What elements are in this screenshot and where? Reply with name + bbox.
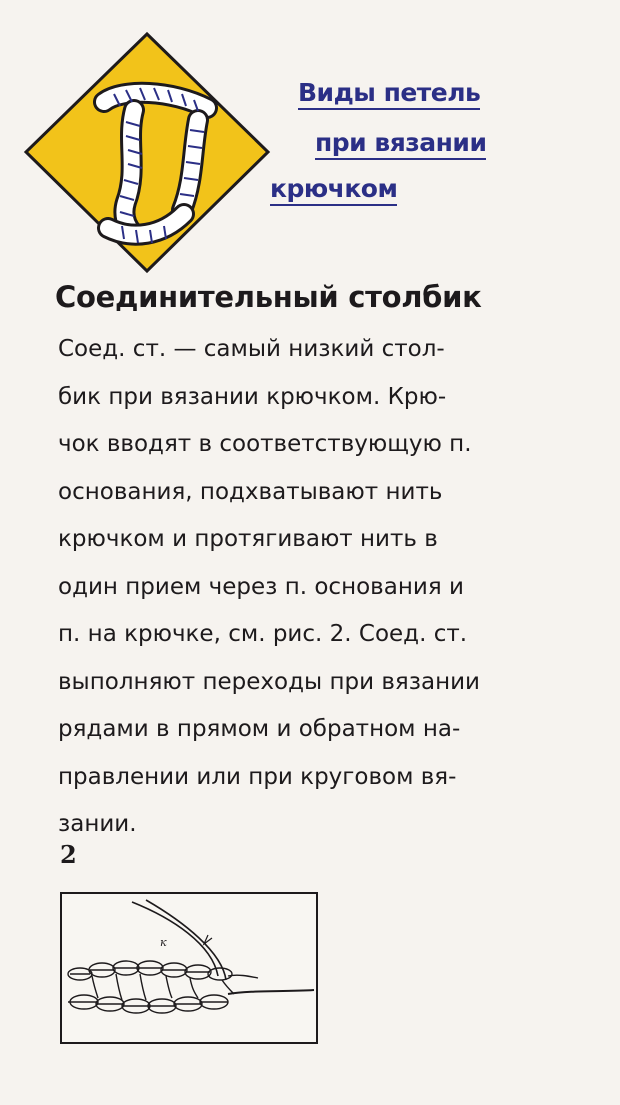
paragraph-line: чок вводят в соответствующую п. <box>58 431 472 457</box>
yarn-letter-d-icon <box>22 30 272 275</box>
figure-number: 2 <box>60 840 77 869</box>
paragraph-line: бик при вязании крючком. Крю- <box>58 383 447 410</box>
paragraph-line: зании. <box>58 811 137 837</box>
section-heading: Соединительный столбик <box>55 280 482 314</box>
paragraph-line: один прием через п. основания и <box>58 573 464 600</box>
paragraph-line: крючком и протягивают нить в <box>58 526 438 552</box>
paragraph-line: Соед. ст. — самый низкий стол- <box>58 336 445 362</box>
paragraph <box>58 326 480 849</box>
slip-stitch-chain-illustration <box>60 892 318 1044</box>
title-line: крючком <box>270 174 397 206</box>
paragraph-line: правлении или при круговом вя- <box>58 763 457 790</box>
paragraph-line: п. на крючке, см. рис. 2. Соед. ст. <box>58 621 468 647</box>
paragraph-line: выполняют переходы при вязании <box>58 668 481 695</box>
title-line: Виды петель <box>298 78 480 110</box>
paragraph-line: основания, подхватывают нить <box>58 478 443 505</box>
hook-label: к <box>160 936 167 949</box>
paragraph-line: рядами в прямом и обратном на- <box>58 716 461 742</box>
title-line: при вязании <box>315 128 486 160</box>
